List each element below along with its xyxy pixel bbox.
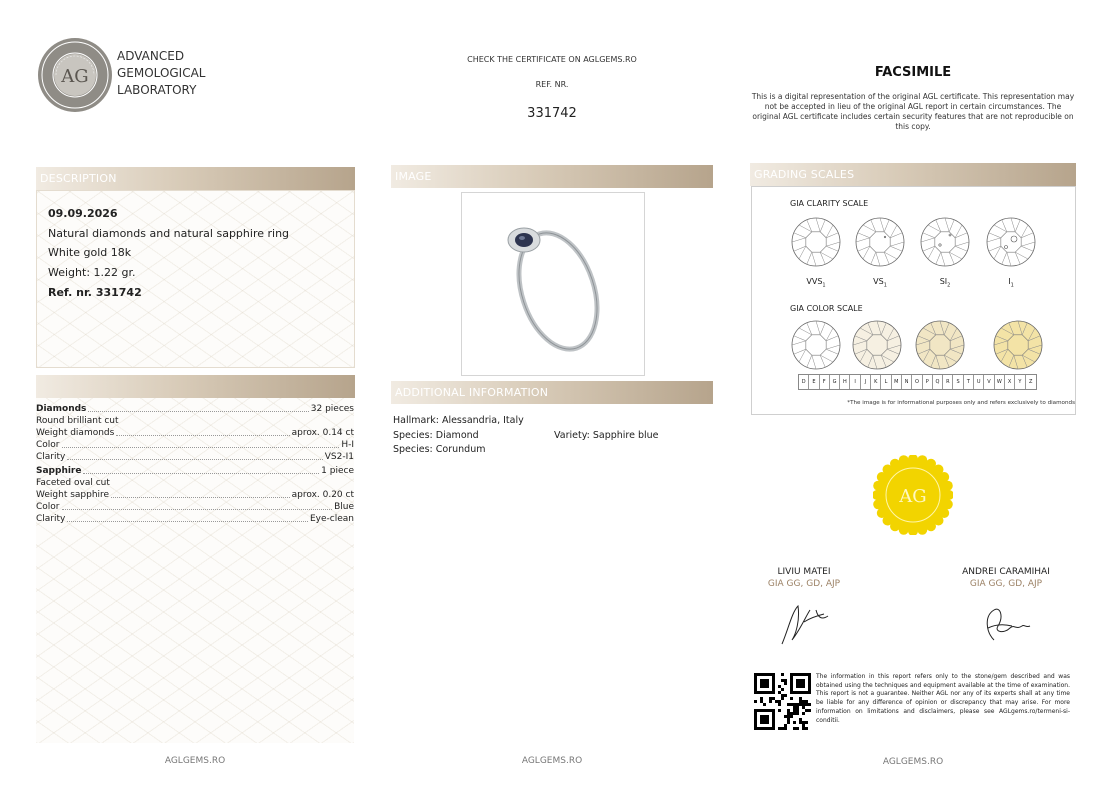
- description-bar: DESCRIPTION: [36, 167, 355, 190]
- check-certificate-text: CHECK THE CERTIFICATE ON AGLGEMS.RO: [467, 55, 637, 64]
- item-description: Natural diamonds and natural sapphire ring: [48, 227, 290, 240]
- clarity-diamond-3-icon: [920, 217, 970, 267]
- signature-right-icon: [978, 602, 1033, 646]
- diamonds-details: [36, 403, 354, 463]
- description-box: [36, 190, 355, 368]
- clarity-label-2: $VS_1$: [873, 277, 887, 289]
- clarity-diamond-1-icon: [791, 217, 841, 267]
- diamonds-weight-value: aprox. 0.14 ct: [291, 428, 354, 438]
- diamonds-count: 32 pieces: [310, 404, 354, 414]
- color-diamond-3-icon: [915, 320, 965, 370]
- color-letter-K: K: [871, 375, 881, 389]
- color-letter-O: O: [912, 375, 922, 389]
- color-letter-V: V: [984, 375, 994, 389]
- clarity-label-3: $SI_2$: [939, 277, 951, 289]
- diamonds-weight-label: Weight diamonds: [36, 428, 115, 438]
- svg-text:AG: AG: [899, 486, 927, 507]
- color-diamond-4-icon: [993, 320, 1043, 370]
- species-diamond: Species: Diamond: [393, 430, 479, 441]
- ring-image: [461, 192, 645, 376]
- color-letter-P: P: [923, 375, 933, 389]
- color-letter-H: H: [840, 375, 850, 389]
- image-bar: IMAGE: [391, 165, 713, 188]
- additional-info-bar: ADDITIONAL INFORMATION: [391, 381, 713, 404]
- diamonds-cut: Round brilliant cut: [36, 416, 119, 426]
- certificate-date: 09.09.2026: [48, 207, 118, 220]
- signer-left-title: GIA GG, GD, AJP: [767, 579, 841, 589]
- footer-link-left[interactable]: AGLGEMS.RO: [164, 756, 226, 766]
- clarity-scale-title: GIA CLARITY SCALE: [790, 199, 869, 208]
- sapphire-cut: Faceted oval cut: [36, 478, 110, 488]
- color-letter-Q: Q: [933, 375, 943, 389]
- sapphire-weight-value: aprox. 0.20 ct: [291, 490, 354, 500]
- color-letter-F: F: [820, 375, 830, 389]
- grading-scales-box: [751, 186, 1076, 415]
- facsimile-title: FACSIMILE: [874, 65, 952, 80]
- signer-right-title: GIA GG, GD, AJP: [969, 579, 1043, 589]
- color-letter-L: L: [881, 375, 891, 389]
- metal: White gold 18k: [48, 246, 132, 259]
- signer-right-name: ANDREI CARAMIHAI: [962, 567, 1050, 577]
- color-scale-title: GIA COLOR SCALE: [790, 304, 863, 313]
- color-letter-S: S: [953, 375, 963, 389]
- agl-seal-logo: [36, 36, 114, 114]
- color-letter-N: N: [902, 375, 912, 389]
- clarity-label-1: $VVS_1$: [806, 277, 826, 289]
- clarity-diamond-4-icon: [986, 217, 1036, 267]
- signature-left-icon: [778, 600, 833, 648]
- clarity-diamond-2-icon: [855, 217, 905, 267]
- footer-link-center[interactable]: AGLGEMS.RO: [521, 756, 583, 766]
- color-letter-Z: Z: [1028, 379, 1033, 385]
- species-corundum: Species: Corundum: [393, 444, 486, 455]
- color-letter-R: R: [943, 375, 953, 389]
- color-letter-I: I: [850, 375, 860, 389]
- sapphire-clarity-label: Clarity: [36, 514, 66, 524]
- footer-link-right[interactable]: AGLGEMS.RO: [882, 757, 944, 767]
- diamonds-label: Diamonds: [36, 404, 87, 414]
- clarity-label-4: $I_1$: [1008, 277, 1014, 289]
- facsimile-text: This is a digital representation of the original AGL certificate. This representation may not be accepted in lieu of the original AGL report in certain circumstances. The original AGL certificate includes certain security features that are not reproducible on this copy.: [751, 92, 1075, 131]
- color-letter-D: D: [799, 375, 809, 389]
- svg-text:AG: AG: [61, 66, 89, 87]
- lab-name: ADVANCED GEMOLOGICAL LABORATORY: [117, 49, 206, 97]
- color-diamond-2-icon: [852, 320, 902, 370]
- color-letter-X: X: [1005, 375, 1015, 389]
- weight: Weight: 1.22 gr.: [48, 266, 136, 279]
- grading-scales-bar: GRADING SCALES: [750, 163, 1076, 186]
- color-letter-U: U: [974, 375, 984, 389]
- sapphire-label: Sapphire: [36, 466, 82, 476]
- color-letter-E: E: [809, 375, 819, 389]
- ring-illustration: [462, 193, 644, 375]
- sapphire-clarity-value: Eye-clean: [309, 514, 354, 524]
- color-letter-T: T: [964, 375, 974, 389]
- color-letter-G: G: [830, 375, 840, 389]
- sapphire-count: 1 piece: [321, 466, 354, 476]
- diamonds-color-value: H-I: [341, 440, 354, 450]
- grading-note: *The image is for informational purposes only and refers exclusively to diamonds: [847, 400, 1075, 406]
- signer-left-name: LIVIU MATEI: [777, 567, 831, 577]
- color-letter-scale: [798, 374, 1037, 390]
- sapphire-color-value: Blue: [334, 502, 354, 512]
- diamonds-clarity-value: VS2-I1: [324, 452, 354, 462]
- sapphire-weight-label: Weight sapphire: [36, 490, 110, 500]
- hallmark: Hallmark: Alessandria, Italy: [393, 415, 524, 426]
- color-diamond-1-icon: [791, 320, 841, 370]
- variety: Variety: Sapphire blue: [554, 430, 659, 441]
- ref-nr: Ref. nr. 331742: [48, 286, 142, 299]
- color-letter-J: J: [861, 375, 871, 389]
- color-letter-M: M: [892, 375, 902, 389]
- sapphire-color-label: Color: [36, 502, 60, 512]
- ref-label: REF. NR.: [535, 80, 569, 89]
- qr-code[interactable]: [754, 673, 811, 730]
- disclaimer: The information in this report refers only to the stone/gem described and was obtained using the techniques and equipment available at the time of examination. This report is not a guarantee. Neither AGL nor any of its experts shall at any time be liable for any difference of opinion or discrepancy that may arise. For more information on limitations and disclaimers, please see AGLgems.ro/termeni-si-conditii.: [816, 673, 1070, 724]
- color-letter-Y: Y: [1015, 375, 1025, 389]
- ref-number: 331742: [527, 106, 577, 121]
- details-bar: [36, 375, 355, 398]
- color-letter-W: W: [995, 375, 1005, 389]
- diamonds-clarity-label: Clarity: [36, 452, 66, 462]
- sapphire-details: [36, 465, 354, 525]
- gold-seal-icon: [873, 455, 953, 535]
- diamonds-color-label: Color: [36, 440, 60, 450]
